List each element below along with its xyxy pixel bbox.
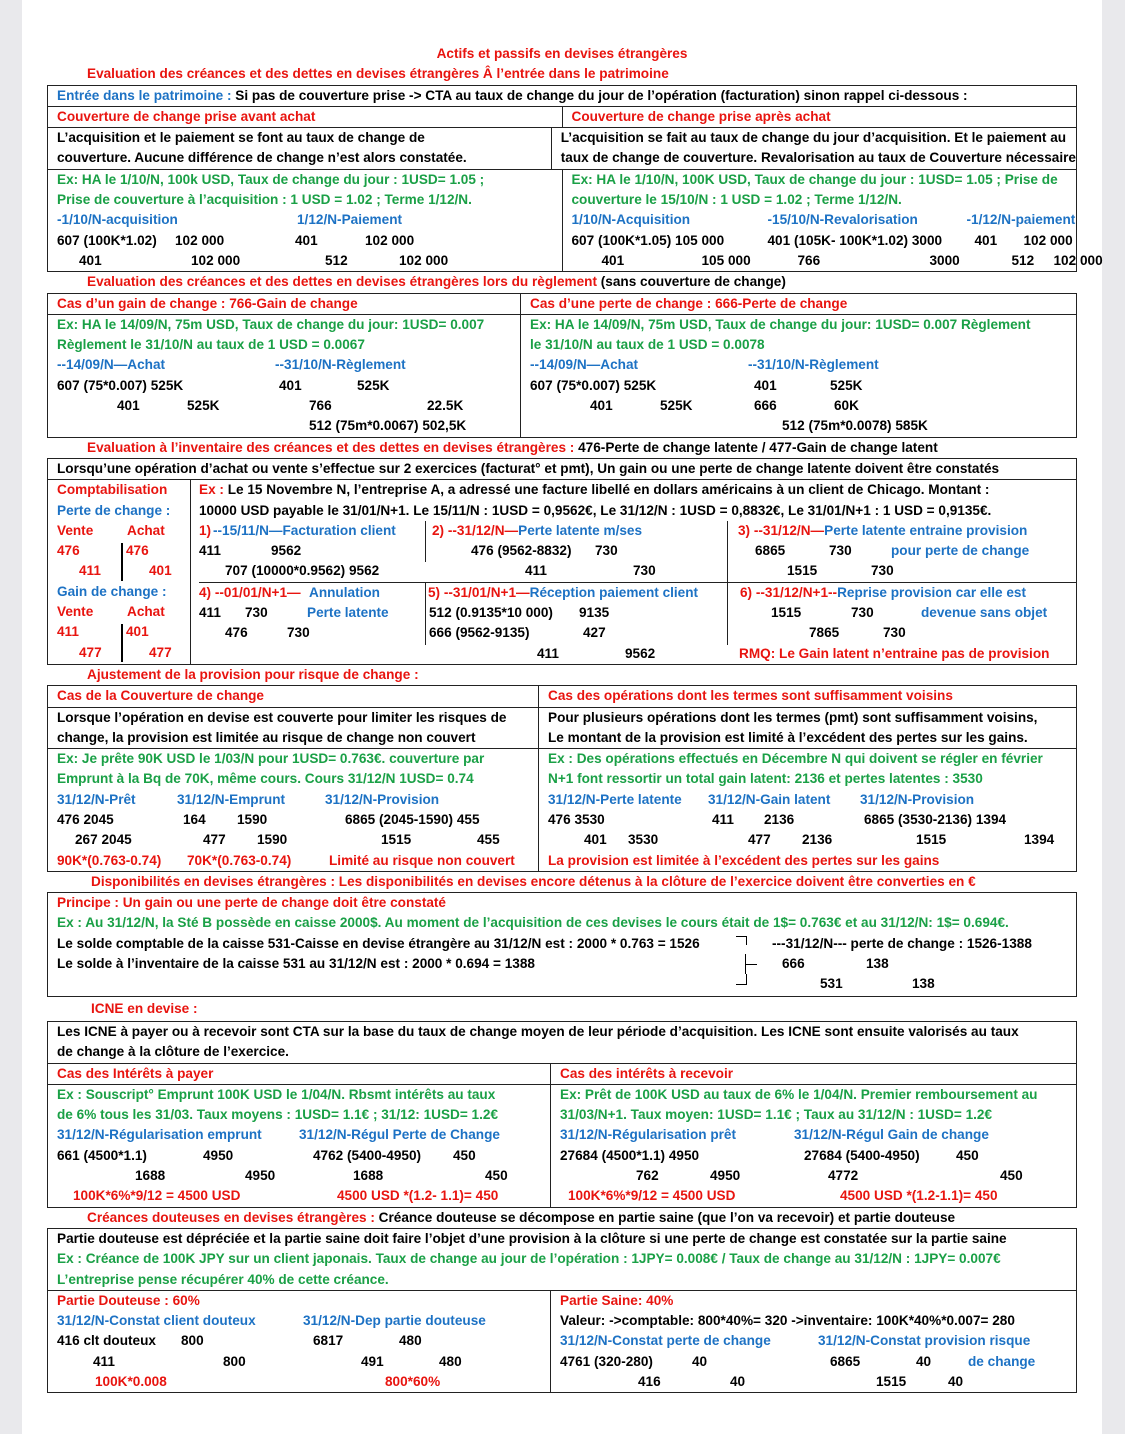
section-header-disponibilites: Disponibilités en devises étrangères : Les disponibilités en devises encore détenus à la clôture de l’exercice doivent être converties en € <box>91 873 976 889</box>
journal-entry-couverture: Ex: Je prête 90K USD le 1/03/N pour 1USD= 0.763€. couverture par Emprunt à la Bq de 70K, même cours. Cours 31/12/N 1USD= 0.74 31/12/N-Prêt 31/12/N-Emprunt 31/12/N-Provision 476 2045 164 1590 6865 (2045-1590) 455 267 2045 477 1590 1515 455 90K*(0.763-0.74) 70K*(0.763-0.74) Limité au risque non couvert <box>57 751 515 868</box>
table-provision: Cas de la Couverture de change Cas des opérations dont les termes sont suffisamment voisins Lorsque l’opération en devise est couverte pour limiter les risques de change, la provision est limitée au risque de change non couvert Pour plusieurs opérations dont les termes (pmt) sont suffisamment voisins, Le montant de la provision est limité à l’excédent des pertes sur les gains. Ex: Je prête 90K USD le 1/03/N pour 1USD= 0.763€. couverture par Emprunt à la Bq de 70K, même cours. Cours 31/12/N 1USD= 0.74 31/12/N-Prêt 31/12/N-Emprunt 31/12/N-Provision 476 2045 164 1590 6865 (2045-1590) 455 267 2045 477 1590 1515 455 90K*(0.763-0.74) 70K*(0.763-0.74) Limité au risque non couvert Ex : Des opérations effectués en Décembre N qui doivent se régler en février N+1 font ressortir un total gain latent: 2136 et pertes latentes : 3530 31/12/N-Perte latente 31/12/N-Gain latent 31/12/N-Provision 476 3530 411 2136 6865 (3530-2136) 1394 401 3530 477 2136 1515 1394 La provision est limitée à l’excédent des pertes sur les gains <box>47 685 1077 872</box>
document-title: Actifs et passifs en devises étrangères <box>436 46 688 61</box>
table-disponibilites: Principe : Un gain ou une perte de change doit être constaté Ex : Au 31/12/N, la Sté B possède en caisse 2000$. Au moment de l’acquisition de ces devises le cours était de 1$= 0.763€ et au 31/12/N: 1$= 0.694€. Le solde comptable de la caisse 531-Caisse en devise étrangère au 31/12/N est : 2000 * 0.763 = 1526 ---31/12/N--- perte de change : 1526-1388 Le solde à l’inventaire de la caisse 531 au 31/12/N est : 2000 * 0.694 = 1388 666 138 531 138 <box>47 892 1077 996</box>
document-sheet <box>47 44 1103 1393</box>
cell-couverture-avant: Couverture de change prise avant achat <box>57 108 316 124</box>
section-header-inventaire: Evaluation à l’inventaire des créances et des dettes en devises étrangères : 476-Perte de change latente / 477-Gain de change latent <box>87 439 938 455</box>
cell-partie-saine: Partie Saine: 40% Valeur: ->comptable: 800*40%= 320 ->inventaire: 100K*40%*0.007= 280 31/12/N-Constat perte de change 31/12/N-Constat provision risque 4761 (320-280) 40 6865 40 de change 416 40 1515 40 <box>550 1291 1076 1392</box>
section-header-provision: Ajustement de la provision pour risque de change : <box>87 666 419 682</box>
journal-entry-interets-payer: Ex : Souscript° Emprunt 100K USD le 1/04/N. Rbsmt intérêts au taux de 6% tous les 31/03. Taux moyens : 1USD= 1.1€ ; 31/12: 1USD= 1.2€ 31/12/N-Régularisation emprunt 31/12/N-Régul Perte de Change 661 (4500*1.1) 4950 4762 (5400-4950) 450 1688 4950 1688 450 100K*6%*9/12 = 4500 USD 4500 USD *(1.2- 1.1)= 450 <box>57 1086 508 1204</box>
cell-partie-douteuse: Partie Douteuse : 60% 31/12/N-Constat client douteux 31/12/N-Dep partie douteuse 416 clt douteux 800 6817 480 411 800 491 480 100K*0.008 800*60% <box>57 1292 486 1389</box>
journal-entry-avant: Ex: HA le 1/10/N, 100k USD, Taux de change du jour : 1USD= 1.05 ; Prise de couverture à l’acquisition : 1 USD = 1.02 ; Terme 1/12/N. -1/10/N-acquisition 1/12/N-Paiement 607 (100K*1.02) 102 000 401 102 000 401 102 000 512 102 000 <box>57 171 485 268</box>
section-header-reglement: Evaluation des créances et des dettes en devises étrangères lors du règlement (sans couverture de change) <box>87 274 786 290</box>
journal-entry-gain: Ex: HA le 14/09/N, 75m USD, Taux de change du jour: 1USD= 0.007 Règlement le 31/10/N au taux de 1 USD = 0.0067 --14/09/N—Achat --31/10/N-Règlement 607 (75*0.007) 525K 401 525K 401 525K 766 22.5K 512 (75m*0.0067) 502,5K <box>57 316 485 434</box>
cell-inventaire-example: Ex : Le 15 Novembre N, l’entreprise A, a adressé une facture libellé en dollars américains à un client de Chicago. Montant : 10000 USD payable le 31/01/N+1. Le 15/11/N : 1USD = 0,9562€, Le 31/12/N : 1USD = 0,8832€, Le 31/01/N+1 : 1 USD = 0,9135€. 1) --15/11/N—Facturation client 2) --31/12/N—Perte latente m/ses 3) --31/12/N—Perte latente entraine provision 411 9562 476 (9562-8832) 730 6865 730 pour perte de change 707 (10000*0.9562) 9562 411 730 1515 730 4) --01/01/N+1— Annulation 5) --31/01/N+1—Réception paiement client 6) --31/12/N+1--Reprise provision car elle est 411 730 Perte latente 512 (0.9135*10 000) 9135 1515 730 devenue sans objet 476 730 666 (9562-9135) 427 7865 730 411 9562 RMQ: Le Gain latent n’entraine pas de provision <box>190 480 1076 664</box>
cell-gain-change: Cas d’un gain de change : 766-Gain de change <box>57 295 358 311</box>
section-header-entree: Evaluation des créances et des dettes en devises étrangères Â l’entrée dans le patrimoine <box>87 66 669 82</box>
brace-top <box>736 936 747 945</box>
journal-entry-termes-voisins: Ex : Des opérations effectués en Décembre N qui doivent se régler en février N+1 font ressortir un total gain latent: 2136 et pertes latentes : 3530 31/12/N-Perte latente 31/12/N-Gain latent 31/12/N-Provision 476 3530 411 2136 6865 (3530-2136) 1394 401 3530 477 2136 1515 1394 La provision est limitée à l’excédent des pertes sur les gains <box>538 749 1076 871</box>
brace-bottom <box>736 974 747 985</box>
page <box>22 0 1102 1434</box>
table-creances-douteuses: Partie douteuse est dépréciée et la partie saine doit faire l’objet d’une provision à la clôture si une perte de change est constatée sur la partie saine Ex : Créance de 100K JPY sur un client japonais. Taux de change au jour de l’opération : 1JPY= 0.008€ / Taux de change au 31/12/N : 1JPY= 0.007€ L’entreprise pense récupérer 40% de cette créance. Partie Douteuse : 60% 31/12/N-Constat client douteux 31/12/N-Dep partie douteuse 416 clt douteux 800 6817 480 411 800 491 480 100K*0.008 800*60% Partie Saine: 40% Valeur: ->comptable: 800*40%= 320 ->inventaire: 100K*40%*0.007= 280 31/12/N-Constat perte de change 31/12/N-Constat provision risque 4761 (320-280) 40 6865 40 de change 416 40 1515 40 <box>47 1228 1077 1393</box>
journal-entry-apres: Ex: HA le 1/10/N, 100K USD, Taux de change du jour : 1USD= 1.05 ; Prise de couverture le 15/10/N : 1 USD = 1.02 ; Terme 1/12/N. 1/10/N-Acquisition -15/10/N-Revalorisation -1/12/N-paiement 607 (100K*1.05) 105 000 401 (105K- 100K*1.02) 3000 401 102 000 401 105 000 766 3000 512 102 000 <box>562 170 1077 271</box>
table-inventaire: Lorsqu’une opération d’achat ou vente s’effectue sur 2 exercices (facturat° et pmt), Un gain ou une perte de change latente doivent être constatés Comptabilisation Perte de change : Vente Achat 476 476 411 401 Gain de change : Vente Achat 411 401 477 477 Ex : Le 15 Novembre N, l’entreprise A, a adressé une facture libellé en dollars américains à un client de Chicago. Montant : 10000 USD payable le 31/01/N+1. Le 15/11/N : 1USD = 0,9562€, Le 31/12/N : 1USD = 0,8832€, Le 31/01/N+1 : 1 USD = 0,9135€. 1) --15/11/N—Facturation client 2) --31/12/N—Perte latente m/ses 3) --31/12/N—Perte latente entraine provision 411 9562 476 (9562-8832) 730 6865 730 pour perte de change 707 (10000*0.9562) 9562 411 730 1515 730 4) --01/01/N+1— Annulation 5) --31/01/N+1—Réception paiement client 6) --31/12/N+1--Reprise provision car elle est 411 730 Perte latente 512 (0.9135*10 000) 9135 1515 730 devenue sans objet 476 730 666 (9562-9135) 427 7865 730 411 9562 RMQ: Le Gain latent n’entraine pas de provision <box>47 458 1077 665</box>
journal-entry-perte: Ex: HA le 14/09/N, 75m USD, Taux de change du jour: 1USD= 0.007 Règlement le 31/10/N au taux de 1 USD = 0.0078 --14/09/N—Achat --31/10/N-Règlement 607 (75*0.007) 525K 401 525K 401 525K 666 60K 512 (75m*0.0078) 585K <box>520 315 1076 437</box>
table-reglement <box>47 293 1077 438</box>
journal-entry-interets-recevoir: Ex: Prêt de 100K USD au taux de 6% le 1/04/N. Premier remboursement au 31/03/N+1. Taux moyen: 1USD= 1.1€ ; Taux au 31/12/N : 1USD= 1.2€ 31/12/N-Régularisation prêt 31/12/N-Régul Gain de change 27684 (4500*1.1) 4950 27684 (5400-4950) 450 762 4950 4772 450 100K*6%*9/12 = 4500 USD 4500 USD *(1.2-1.1)= 450 <box>550 1085 1076 1207</box>
cell-couverture-apres: Couverture de change prise après achat <box>562 107 1077 127</box>
table-entree: Entrée dans le patrimoine : Si pas de couverture prise -> CTA au taux de change du jour de l’opération (facturation) sinon rappel ci-dessous : Couverture de change prise avant achat Couverture de change prise après achat L’acquisition et le paiement se font au taux de change de couverture. Aucune différence de change n’est alors constatée. L’acquisition se fait au taux de change du jour d’acquisition. Et le paiement au taux de change de couverture. Revalorisation au taux de Couverture nécessaire Ex: HA le 1/10/N, 100k USD, Taux de change du jour : 1USD= 1.05 ; Prise de couverture à l’acquisition : 1 USD = 1.02 ; Terme 1/12/N. -1/10/N-acquisition 1/12/N-Paiement 607 (100K*1.02) 102 000 401 102 000 401 102 000 512 102 000 Ex: HA le 1/10/N, 100K USD, Taux de change du jour : 1USD= 1.05 ; Prise de couverture le 15/10/N : 1 USD = 1.02 ; Terme 1/12/N. 1/10/N-Acquisition -15/10/N-Revalorisation -1/12/N-paiement 607 (100K*1.05) 105 000 401 (105K- 100K*1.02) 3000 401 102 000 401 105 000 766 3000 512 102 000 <box>47 85 1077 273</box>
table-icne: Les ICNE à payer ou à recevoir sont CTA sur la base du taux de change moyen de leur période d’acquisition. Les ICNE sont ensuite valorisés au taux de change à la clôture de l’exercice. Cas des Intérêts à payer Cas des intérêts à recevoir Ex : Souscript° Emprunt 100K USD le 1/04/N. Rbsmt intérêts au taux de 6% tous les 31/03. Taux moyens : 1USD= 1.1€ ; 31/12: 1USD= 1.2€ 31/12/N-Régularisation emprunt 31/12/N-Régul Perte de Change 661 (4500*1.1) 4950 4762 (5400-4950) 450 1688 4950 1688 450 100K*6%*9/12 = 4500 USD 4500 USD *(1.2- 1.1)= 450 Ex: Prêt de 100K USD au taux de 6% le 1/04/N. Premier remboursement au 31/03/N+1. Taux moyen: 1USD= 1.1€ ; Taux au 31/12/N : 1USD= 1.2€ 31/12/N-Régularisation prêt 31/12/N-Régul Gain de change 27684 (4500*1.1) 4950 27684 (5400-4950) 450 762 4950 4772 450 100K*6%*9/12 = 4500 USD 4500 USD *(1.2-1.1)= 450 <box>47 1021 1077 1208</box>
cell-perte-change: Cas d’une perte de change : 666-Perte de change <box>520 294 1076 314</box>
section-header-creances-douteuses: Créances douteuses en devises étrangères : Créance douteuse se décompose en partie saine (que l’on va recevoir) et partie douteuse <box>87 1209 956 1225</box>
cell-comptabilisation: Comptabilisation Perte de change : Vente Achat 476 476 411 401 Gain de change : Vente Achat 411 401 477 477 <box>48 480 190 664</box>
section-header-icne: ICNE en devise : <box>91 1000 198 1016</box>
